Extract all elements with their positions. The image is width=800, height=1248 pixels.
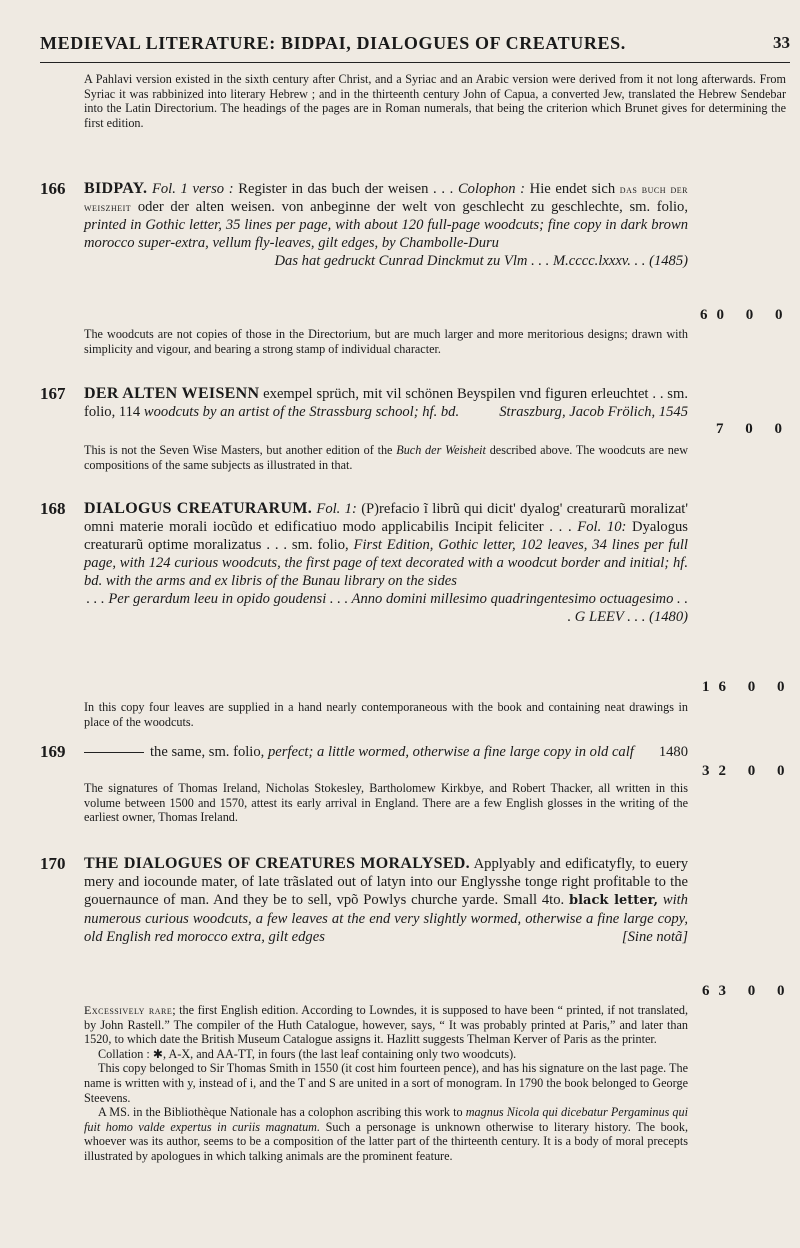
entry-text: Hie endet sich bbox=[529, 181, 616, 197]
entry-text: exempel sprüch, mit vil schönen Beyspilen vnd figuren erleuchtet . . sm. folio, 114 bbox=[84, 386, 688, 420]
note-text: ; the first English edition. According to Lowndes, it is supposed to have been “ printed, if not translated, by John Rastell.” The compiler of the Huth Catalogue, however, says, “ It was probably printed at Paris,” and later than 1520, to which date the British Museum Catalogue assigns it. Hazlitt suggests Thelman Kerver of Paris as the printer. bbox=[84, 1003, 688, 1047]
entry-166 bbox=[84, 180, 688, 270]
entry-text: das buch der weiszheit bbox=[84, 182, 689, 214]
entry-imprint: [Sine notã] bbox=[621, 929, 688, 945]
entry-imprint: Das hat gedruckt Cunrad Dinckmut zu Vlm . . . M.cccc.lxxxv. . . (1485) bbox=[274, 253, 688, 269]
entry-169-number: 169 bbox=[40, 742, 66, 761]
entry-text: Colophon : bbox=[457, 181, 526, 197]
entry-text: Fol. 1: bbox=[316, 501, 357, 517]
entry-168-number: 168 bbox=[40, 499, 66, 518]
intro-note: A Pahlavi version existed in the sixth century after Christ, and a Syriac and an Arabic version were derived from it not long afterwards. From Syriac it was rabbinized into literary Hebrew ; and in the thirteenth century John of Capua, a converted Jew, translated the Hebrew Sendebar into the Latin Directorium. The headings of the pages are in Roman numerals, that being the criterion which Brunet gives for determining the first edition. bbox=[84, 72, 786, 130]
entry-169-note: The signatures of Thomas Ireland, Nicholas Stokesley, Bartholomew Kirkbye, and Robert Thacker, all written in this volume between 1500 and 1570, attest its early arrival in England. There are a few English glosses in the writing of the earliest owner, Thomas Ireland. bbox=[84, 781, 688, 825]
entry-text: printed in Gothic letter, 35 lines per page, with about 120 full-page woodcuts; fine copy in dark brown morocco super-extra, vellum fly-leaves, gilt edges, by Chambolle-Duru bbox=[84, 217, 688, 251]
entry-169-price: 32 0 0 bbox=[702, 763, 794, 779]
page-number: 33 bbox=[773, 33, 790, 52]
entry-166-note: The woodcuts are not copies of those in the Directorium, but are much larger and more meritorious designs; drawn with simplicity and vigour, and bearing a strong stamp of individual character. bbox=[84, 327, 688, 356]
note-paragraph: This copy belonged to Sir Thomas Smith in 1550 (it cost him fourteen pence), and has his signature on the last page. The name is written with y, instead of i, and the T and S are united in a sort of monogram. In 1790 the book belonged to George Steevens. bbox=[84, 1061, 688, 1105]
entry-170 bbox=[84, 855, 688, 946]
note-text: Buch der Weisheit bbox=[396, 443, 486, 457]
entry-167 bbox=[84, 385, 688, 421]
entry-text: Register in das buch der weisen . . . bbox=[238, 181, 454, 197]
note-text: magnus Nicola qui dicebatur Pergaminus qui fuit homo valde expertus in curiis magnatum. bbox=[84, 1105, 688, 1134]
entry-170-note bbox=[84, 1003, 688, 1164]
entry-167-price: 7 0 0 bbox=[716, 421, 791, 437]
entry-169 bbox=[84, 743, 688, 761]
note-text: described above. The woodcuts are new compositions of the same subjects as illustrated in that. bbox=[84, 443, 689, 472]
entry-year: 1480 bbox=[658, 744, 688, 760]
entry-heading: THE DIALOGUES OF CREATURES MORALYSED. bbox=[84, 855, 470, 872]
entry-168 bbox=[84, 500, 688, 626]
note-text: This is not the Seven Wise Masters, but another edition of the bbox=[84, 443, 393, 457]
running-header bbox=[40, 28, 790, 63]
note-text: Excessively rare bbox=[84, 1003, 173, 1017]
entry-heading: DIALOGUS CREATURARUM. bbox=[84, 500, 313, 517]
entry-text: with numerous curious woodcuts, a few leaves at the end very slightly wormed, otherwise a fine large copy, old English red morocco extra, gilt edges bbox=[84, 892, 688, 945]
entry-168-price: 16 0 0 bbox=[702, 679, 794, 695]
entry-heading: BIDPAY. bbox=[84, 180, 148, 197]
entry-text: black letter, bbox=[569, 893, 659, 908]
entry-heading: DER ALTEN WEISENN bbox=[84, 385, 260, 402]
note-paragraph bbox=[84, 1003, 688, 1047]
entry-166-price: 60 0 0 bbox=[700, 307, 792, 323]
entry-imprint: . . . Per gerardum leeu in opido goudensi . . . Anno domini millesimo quadringentesimo octuagesimo . . . G LEEV . . . (1480) bbox=[86, 591, 688, 625]
ditto-rule bbox=[84, 752, 144, 753]
note-text: Such a personage is unknown otherwise to literary history. The book, whoever was its author, seems to be a composition of the latter part of the thirteenth century. It is a body of moral precepts illustrated by apologues in which talking animals are the prominent feature. bbox=[84, 1119, 688, 1163]
entry-text: Fol. 10: bbox=[577, 519, 627, 535]
page-title: MEDIEVAL LITERATURE: BIDPAI, DIALOGUES OF CREATURES. bbox=[40, 33, 626, 53]
entry-167-note bbox=[84, 443, 688, 472]
entry-text: perfect; a little wormed, otherwise a fine large copy in old calf bbox=[267, 744, 634, 760]
note-paragraph bbox=[84, 1105, 688, 1163]
entry-text: Applyably and edificatyfly, to euery mery and iocounde mater, of late trãslated out of latyn into our Englysshe tonge right profitable to the gouernaunce of man. And they be to sell, vpõ Powlys churche yarde. Small 4to. bbox=[84, 856, 689, 908]
note-text: A MS. in the Bibliothèque Nationale has a colophon ascribing this work to bbox=[98, 1105, 463, 1120]
entry-170-price: 63 0 0 bbox=[702, 983, 794, 999]
entry-168-note: In this copy four leaves are supplied in a hand nearly contemporaneous with the book and containing neat drawings in place of the woodcuts. bbox=[84, 700, 688, 729]
entry-166-number: 166 bbox=[40, 179, 66, 198]
entry-text: woodcuts by an artist of the Strassburg school; hf. bd. bbox=[143, 404, 460, 420]
entry-text: the same, sm. folio, bbox=[150, 744, 265, 760]
note-paragraph: Collation : ✱, A-X, and AA-TT, in fours (the last leaf containing only two woodcuts). bbox=[98, 1046, 517, 1061]
entry-imprint: Straszburg, Jacob Frölich, 1545 bbox=[499, 404, 688, 420]
entry-text: Dyalogus creaturarũ optime moralizatus . . . sm. folio, bbox=[84, 519, 688, 553]
entry-text: Fol. 1 verso : bbox=[151, 181, 234, 197]
entry-170-number: 170 bbox=[40, 854, 66, 873]
entry-text: oder der alten weisen. von anbeginne der welt von geschlecht zu geschlechte, sm. folio, bbox=[137, 199, 688, 215]
entry-text: (P)refacio ĩ librũ qui dicit' dyalog' creaturarũ moralizat' omni materie morali iocũdo et edificatiuo modo applicabilis Incipit feliciter . . . bbox=[84, 501, 688, 535]
entry-167-number: 167 bbox=[40, 384, 66, 403]
entry-text: First Edition, Gothic letter, 102 leaves, 34 lines per full page, with 124 curious woodcuts, the first page of text decorated with a woodcut border and initial; hf. bd. with the arms and ex libris of the Bunau library on the sides bbox=[84, 537, 688, 589]
